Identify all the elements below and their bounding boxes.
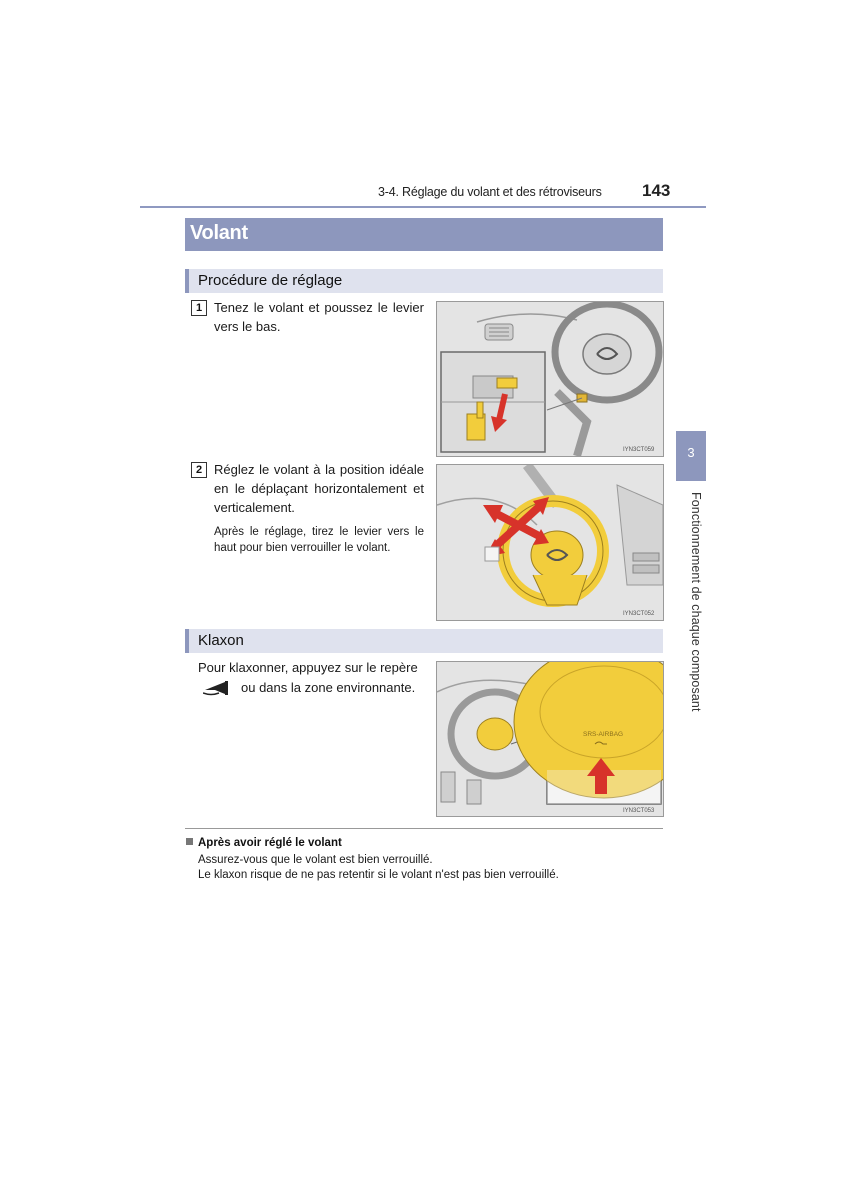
note-line-2: Le klaxon risque de ne pas retentir si le volant n'est pas bien verrouillé. — [198, 869, 559, 881]
step-2-figure-code: IYN3CT052 — [623, 611, 655, 617]
chapter-tab — [676, 431, 706, 481]
step-2-figure — [436, 464, 664, 621]
horn-figure-code: IYN3CT053 — [623, 808, 655, 814]
horn-text-after: ou dans la zone environnante. — [241, 680, 416, 695]
note-heading-text: Après avoir réglé le volant — [198, 837, 342, 849]
page-number: 143 — [642, 181, 671, 200]
horn-text-before: Pour klaxonner, appuyez sur le repère — [198, 660, 418, 675]
procedure-heading-bar — [185, 269, 663, 293]
chapter-number: 3 — [687, 445, 695, 460]
running-header-title: 3-4. Réglage du volant et des rétroviseurs — [378, 185, 602, 199]
step-1-figure-code: IYN3CT059 — [623, 447, 655, 453]
note-divider — [185, 828, 663, 829]
step-1-text: Tenez le volant et poussez le levier vers le bas. — [214, 300, 424, 334]
step-1-figure — [436, 301, 664, 457]
step-2-text: Réglez le volant à la position idéale en le déplaçant horizontalement et verticalement. — [214, 462, 424, 515]
header-divider — [140, 206, 706, 208]
section-title-bar — [185, 218, 663, 251]
horn-heading-bar — [185, 629, 663, 653]
step-number-2: 2 — [191, 462, 207, 478]
step-2-note: Après le réglage, tirez le levier vers le haut pour bien verrouiller le volant. — [214, 526, 424, 554]
square-bullet-icon — [186, 838, 193, 845]
horn-figure-label: SRS-AIRBAG — [583, 731, 624, 738]
horn-icon — [203, 680, 233, 696]
chapter-label: Fonctionnement de chaque composant — [689, 492, 703, 712]
horn-figure — [436, 661, 664, 817]
procedure-heading: Procédure de réglage — [198, 272, 343, 289]
note-heading — [186, 837, 342, 849]
horn-heading: Klaxon — [198, 632, 244, 649]
section-title: Volant — [190, 222, 248, 244]
note-line-1: Assurez-vous que le volant est bien verrouillé. — [198, 854, 433, 866]
step-number-1: 1 — [191, 300, 207, 316]
